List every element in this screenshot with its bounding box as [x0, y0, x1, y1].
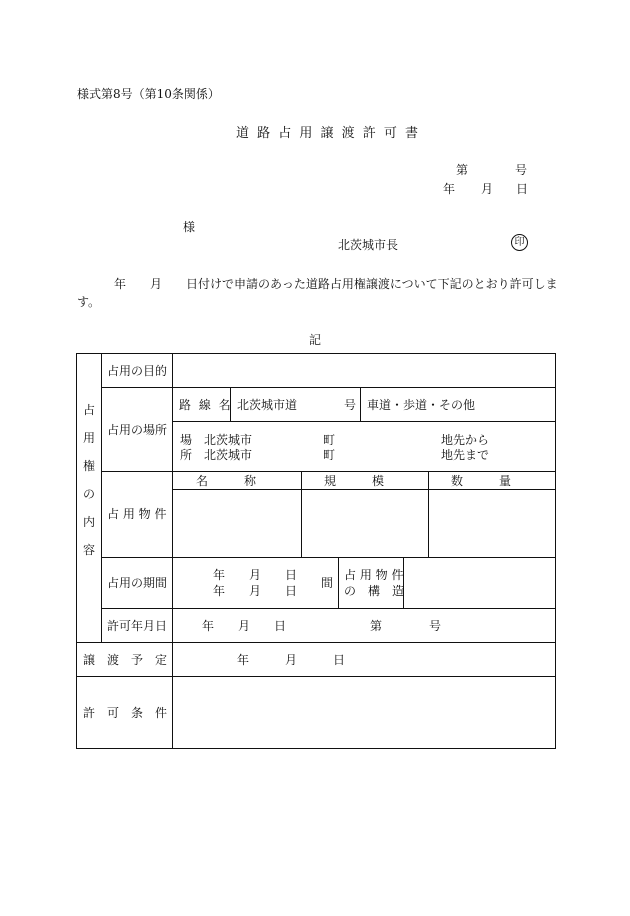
form-number: 様式第8号（第10条関係） [77, 87, 220, 101]
permit-form-table [76, 353, 556, 749]
body-line-1: 年 月 日付けで申請のあった道路占用権譲渡について下記のとおり許可しま [114, 277, 558, 291]
place-town-to: 町 [323, 448, 336, 462]
document-title: 道 路 占 用 譲 渡 許 可 書 [236, 126, 421, 141]
rule-h [101, 387, 556, 388]
period-kan: 間 [321, 576, 334, 590]
permit-number-go: 号 [429, 619, 442, 633]
doc-number-go: 号 [515, 163, 528, 177]
rule-v [360, 387, 361, 421]
section-label-content [82, 396, 96, 564]
column-name-header: 名 称 [196, 474, 257, 488]
section-label-char: の [82, 487, 95, 501]
period-start: 年 月 日 [213, 568, 298, 582]
permit-date-label: 許可年月日 [107, 619, 168, 633]
structure-label-bottom: の 構 造 [344, 584, 405, 598]
purpose-field[interactable] [173, 355, 556, 387]
place-city-from: 北茨城市 [204, 433, 253, 447]
road-type: 車道・歩道・その他 [367, 398, 476, 412]
period-label: 占用の期間 [107, 576, 168, 590]
ki-heading: 記 [309, 333, 322, 347]
object-scale-field[interactable] [302, 490, 428, 557]
period-end: 年 月 日 [213, 584, 298, 598]
permit-date-value: 年 月 日 [202, 619, 287, 633]
rule-h [101, 471, 556, 472]
place-end-from: 地先から [441, 433, 490, 447]
seal-mark: 印 [511, 234, 528, 251]
section-label-char: 占 [82, 403, 95, 417]
addressee-suffix: 様 [183, 220, 196, 234]
route-name-value: 北茨城市道 [237, 398, 298, 412]
section-label-char: 用 [82, 431, 95, 445]
place-city-to: 北茨城市 [204, 448, 253, 462]
issuer-name: 北茨城市長 [338, 238, 399, 252]
rule-h [77, 642, 556, 643]
purpose-label: 占用の目的 [107, 364, 168, 378]
structure-label-top: 占 用 物 件 [344, 568, 404, 582]
rule-v [338, 557, 339, 608]
rule-v [101, 354, 102, 642]
doc-number-dai: 第 [456, 163, 469, 177]
place-end-to: 地先まで [441, 448, 490, 462]
rule-h [101, 608, 556, 609]
doc-date-day: 日 [516, 182, 529, 196]
route-name-label: 路 線 名 [179, 398, 233, 412]
doc-date-year: 年 [443, 182, 456, 196]
object-label: 占 用 物 件 [107, 507, 167, 521]
section-label-char: 内 [82, 515, 95, 529]
column-quantity-header: 数 量 [451, 474, 512, 488]
column-scale-header: 規 模 [324, 474, 385, 488]
conditions-field[interactable] [173, 677, 556, 749]
permit-number-dai: 第 [370, 619, 383, 633]
transfer-label: 譲 渡 予 定 [83, 653, 168, 667]
rule-h [173, 421, 556, 422]
object-quantity-field[interactable] [429, 490, 556, 557]
location-label: 占用の場所 [107, 423, 168, 437]
place-label-bottom: 所 [180, 448, 193, 462]
route-go: 号 [344, 398, 357, 412]
section-label-char: 権 [82, 459, 95, 473]
structure-field[interactable] [404, 558, 556, 608]
section-label-char: 容 [82, 543, 95, 557]
object-name-field[interactable] [173, 490, 301, 557]
conditions-label: 許 可 条 件 [83, 706, 168, 720]
place-town-from: 町 [323, 433, 336, 447]
place-label-top: 場 [180, 433, 193, 447]
doc-date-month: 月 [481, 182, 494, 196]
body-line-2: す。 [77, 295, 101, 309]
transfer-date: 年 月 日 [237, 653, 346, 667]
